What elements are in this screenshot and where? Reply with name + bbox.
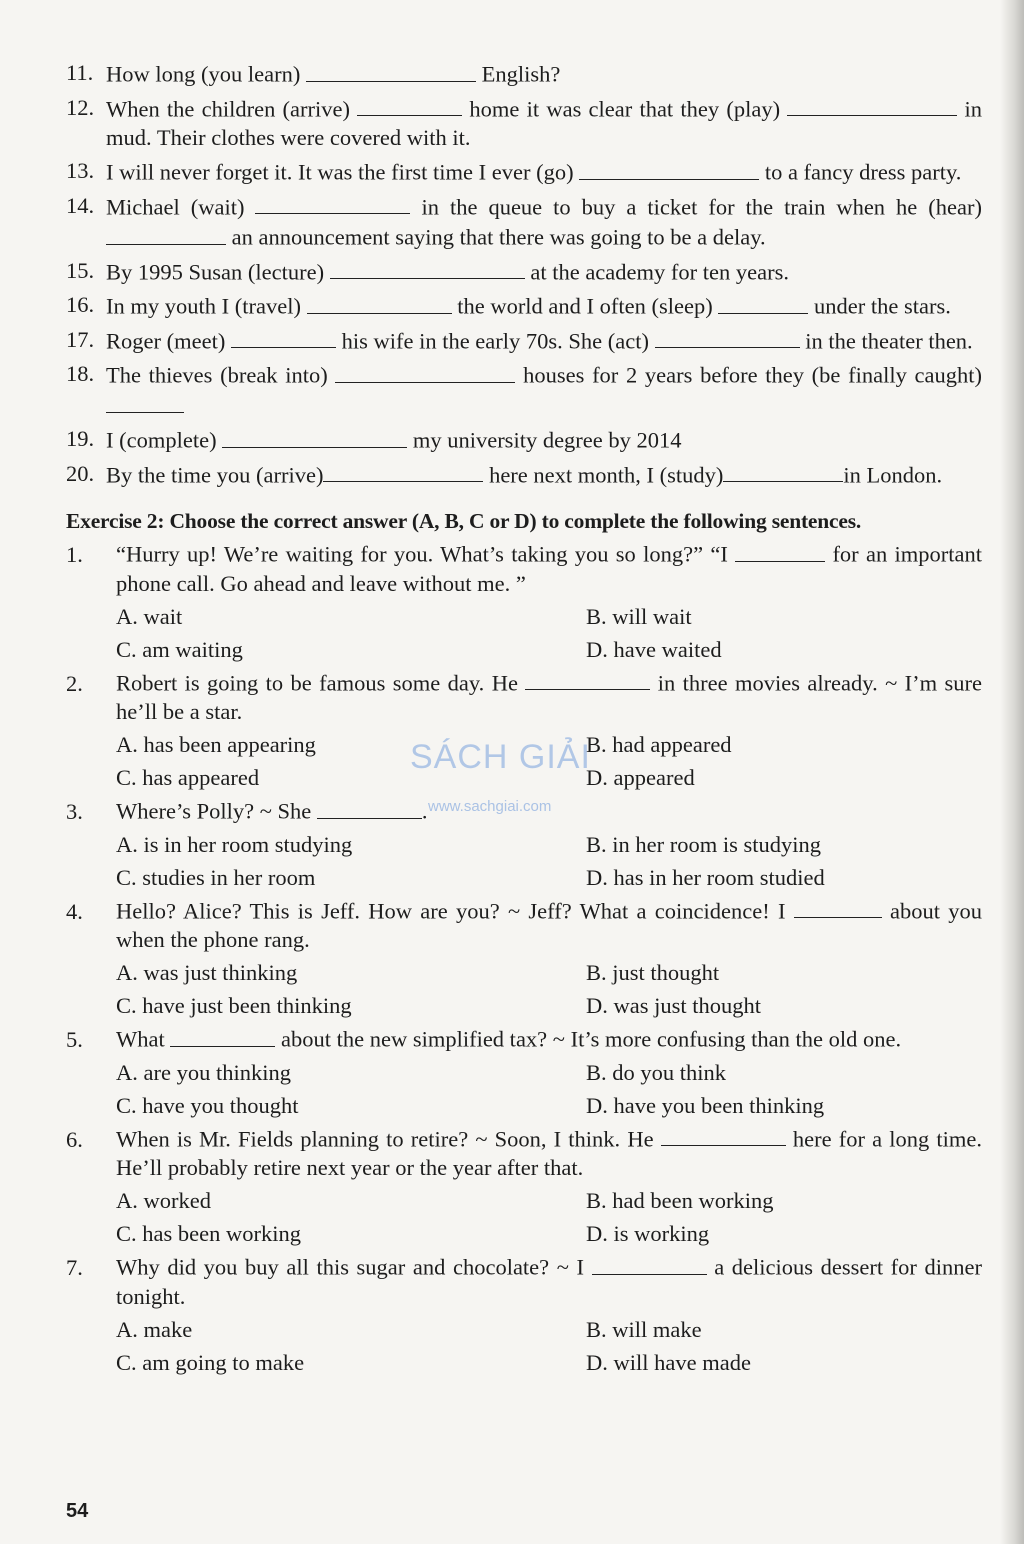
answer-options xyxy=(116,602,982,664)
item-number: 16. xyxy=(66,292,95,317)
answer-blank[interactable] xyxy=(307,290,452,314)
answer-option[interactable]: C. am waiting xyxy=(116,636,243,662)
exercise-2-questions xyxy=(66,538,982,1377)
answer-option[interactable]: A. has been appearing xyxy=(116,732,316,757)
page-content xyxy=(66,58,982,1380)
question-stem xyxy=(116,667,982,727)
answer-option[interactable]: C. have just been thinking xyxy=(116,993,352,1018)
answer-blank[interactable] xyxy=(718,290,808,314)
question-number: 4. xyxy=(66,898,83,924)
item-number: 12. xyxy=(66,94,95,120)
item-number: 20. xyxy=(66,460,95,486)
sentence-text: English? xyxy=(475,61,561,87)
answer-options xyxy=(116,730,982,792)
sentence-text: Robert is going to be famous some day. He xyxy=(116,670,526,695)
sentence-text: in mud. Their clothes were covered with it. xyxy=(106,96,982,150)
sentence-text: an announcement saying that there was going to be a delay. xyxy=(226,224,766,250)
exercise-item xyxy=(66,290,982,321)
exercise-item xyxy=(66,325,982,356)
answer-option[interactable]: A. was just thinking xyxy=(116,960,298,985)
answer-blank[interactable] xyxy=(592,1251,707,1275)
answer-blank[interactable] xyxy=(661,1123,786,1147)
answer-blank[interactable] xyxy=(525,667,650,691)
answer-blank[interactable] xyxy=(723,459,843,483)
answer-option[interactable]: A. worked xyxy=(116,1188,211,1213)
exercise-1-continued xyxy=(66,58,982,489)
sentence-text: to a fancy dress party. xyxy=(759,159,962,185)
sentence-text: By 1995 Susan (lecture) xyxy=(106,259,330,284)
answer-option[interactable]: C. has appeared xyxy=(116,765,260,790)
answer-blank[interactable] xyxy=(323,459,483,483)
sentence-text: in three movies already. ~ I’m sure he’ll be a star. xyxy=(116,670,982,724)
answer-option[interactable]: B. will make xyxy=(586,1316,702,1342)
exercise-item xyxy=(66,58,982,89)
question-stem xyxy=(116,538,982,598)
answer-option[interactable]: B. had appeared xyxy=(586,732,732,757)
sentence-text: Hello? Alice? This is Jeff. How are you? ~ Jeff? What a coincidence! I xyxy=(116,898,794,923)
sentence-text: Michael (wait) xyxy=(106,194,256,219)
page-number: 54 xyxy=(66,1500,89,1522)
item-number: 14. xyxy=(66,192,95,218)
answer-options xyxy=(116,958,982,1020)
sentence-text: a delicious dessert for dinner tonight. xyxy=(116,1254,982,1309)
question-stem xyxy=(116,895,982,955)
answer-option[interactable]: A. is in her room studying xyxy=(116,831,353,857)
item-number: 19. xyxy=(66,426,95,451)
sentence-text: here for a long time. He’ll probably retire next year or the year after that. xyxy=(116,1126,982,1180)
answer-blank[interactable] xyxy=(170,1023,275,1047)
answer-option[interactable]: C. has been working xyxy=(116,1221,301,1246)
sentence-text: Roger (meet) xyxy=(106,328,231,353)
answer-option[interactable]: A. are you thinking xyxy=(116,1059,291,1085)
question xyxy=(66,1123,982,1249)
sentence-text: in London. xyxy=(843,462,943,487)
exercise-item xyxy=(66,93,982,153)
answer-blank[interactable] xyxy=(222,424,407,448)
sentence-text: under the stars. xyxy=(808,293,951,319)
sentence-text: When is Mr. Fields planning to retire? ~ Soon, I think. He xyxy=(116,1126,661,1151)
answer-blank[interactable] xyxy=(106,390,184,414)
question-number: 3. xyxy=(66,799,83,824)
exercise-item xyxy=(66,459,982,490)
item-number: 17. xyxy=(66,326,95,352)
sentence-text: By the time you (arrive) xyxy=(106,462,324,487)
question-stem xyxy=(116,795,982,826)
sentence-text: here next month, I (study) xyxy=(483,462,724,487)
question-number: 6. xyxy=(66,1126,83,1152)
answer-option[interactable]: A. wait xyxy=(116,603,183,629)
sentence-text: In my youth I (travel) xyxy=(106,293,307,319)
answer-blank[interactable] xyxy=(317,795,422,819)
watermark-url: www.sachgiai.com xyxy=(428,798,552,815)
sentence-text: for an important phone call. Go ahead and leave without me. ” xyxy=(116,541,982,596)
sentence-text: I (complete) xyxy=(106,427,223,453)
answer-option[interactable]: B. had been working xyxy=(586,1188,774,1213)
answer-option[interactable]: B. will wait xyxy=(586,603,692,629)
answer-option[interactable]: C. am going to make xyxy=(116,1349,305,1375)
answer-option[interactable]: D. appeared xyxy=(586,765,695,790)
sentence-text: his wife in the early 70s. She (act) xyxy=(335,328,655,353)
answer-blank[interactable] xyxy=(306,58,476,82)
sentence-text: at the academy for ten years. xyxy=(524,259,789,284)
answer-option[interactable]: D. have waited xyxy=(586,636,722,662)
sentence-text: How long (you learn) xyxy=(106,61,306,87)
question-stem xyxy=(116,1123,982,1183)
watermark-brand: SÁCH GIẢI xyxy=(410,738,591,776)
sentence-text: the world and I often (sleep) xyxy=(451,293,719,319)
sentence-text: Why did you buy all this sugar and chocolate? ~ I xyxy=(116,1254,592,1280)
answer-blank[interactable] xyxy=(735,538,825,562)
answer-blank[interactable] xyxy=(787,93,957,117)
question xyxy=(66,1251,982,1377)
answer-blank[interactable] xyxy=(357,93,462,117)
sentence-text: I will never forget it. It was the first time I ever (go) xyxy=(106,159,580,185)
answer-option[interactable]: B. do you think xyxy=(586,1059,727,1085)
question xyxy=(66,538,982,664)
sentence-text: The thieves (break into) xyxy=(106,362,336,388)
answer-options xyxy=(116,1315,982,1377)
sentence-text: houses for 2 years before they (be finally caught) xyxy=(515,362,982,388)
answer-blank[interactable] xyxy=(579,156,759,180)
answer-blank[interactable] xyxy=(106,221,226,245)
answer-option[interactable]: A. make xyxy=(116,1316,193,1342)
question xyxy=(66,795,982,892)
answer-option[interactable]: C. studies in her room xyxy=(116,864,316,890)
question xyxy=(66,895,982,1021)
answer-blank[interactable] xyxy=(794,895,882,919)
exercise-item xyxy=(66,359,982,420)
exercise-item xyxy=(66,191,982,252)
question-stem xyxy=(116,1023,982,1054)
page-edge-shadow xyxy=(1000,0,1024,1544)
answer-option[interactable]: B. just thought xyxy=(586,960,720,985)
answer-blank[interactable] xyxy=(231,325,336,349)
answer-option[interactable]: D. have you been thinking xyxy=(586,1092,825,1118)
exercise-2-title: Exercise 2: Choose the correct answer (A, B, C or D) to complete the following sentences. xyxy=(66,509,862,533)
question-number: 2. xyxy=(66,670,83,696)
answer-blank[interactable] xyxy=(255,191,410,215)
sentence-text: Where’s Polly? ~ She xyxy=(116,798,317,824)
answer-option[interactable]: D. was just thought xyxy=(586,993,762,1018)
sentence-text: . xyxy=(421,798,428,824)
answer-options xyxy=(116,1058,982,1120)
question-stem xyxy=(116,1251,982,1311)
question xyxy=(66,1023,982,1120)
item-number: 18. xyxy=(66,361,95,386)
item-number: 11. xyxy=(66,60,94,85)
sentence-text: What xyxy=(116,1026,171,1052)
sentence-text: home it was clear that they (play) xyxy=(462,96,788,121)
answer-blank[interactable] xyxy=(655,325,800,349)
sentence-text: “Hurry up! We’re waiting for you. What’s taking you so long?” “I xyxy=(116,541,736,567)
question-number: 5. xyxy=(66,1027,83,1052)
question-number: 7. xyxy=(66,1255,83,1280)
answer-blank[interactable] xyxy=(330,256,525,280)
item-number: 13. xyxy=(66,158,95,183)
sentence-text: in the queue to buy a ticket for the train when he (hear) xyxy=(410,194,982,219)
answer-option[interactable]: D. has in her room studied xyxy=(586,864,825,890)
sentence-text: about the new simplified tax? ~ It’s more confusing than the old one. xyxy=(275,1026,902,1052)
sentence-text: in the theater then. xyxy=(799,328,973,353)
answer-option[interactable]: D. is working xyxy=(586,1221,710,1246)
sentence-text: about you when the phone rang. xyxy=(116,898,982,952)
exercise-item xyxy=(66,424,982,455)
answer-blank[interactable] xyxy=(335,359,515,383)
answer-options xyxy=(116,1186,982,1248)
answer-option[interactable]: B. in her room is studying xyxy=(586,831,821,857)
question-number: 1. xyxy=(66,542,83,567)
sentence-text: When the children (arrive) xyxy=(106,96,358,121)
answer-option[interactable]: C. have you thought xyxy=(116,1092,299,1118)
question xyxy=(66,667,982,793)
answer-options xyxy=(116,830,982,892)
item-number: 15. xyxy=(66,257,95,283)
sentence-text: my university degree by 2014 xyxy=(407,427,682,453)
exercise-item xyxy=(66,156,982,187)
exercise-item xyxy=(66,256,982,287)
answer-option[interactable]: D. will have made xyxy=(586,1349,751,1375)
